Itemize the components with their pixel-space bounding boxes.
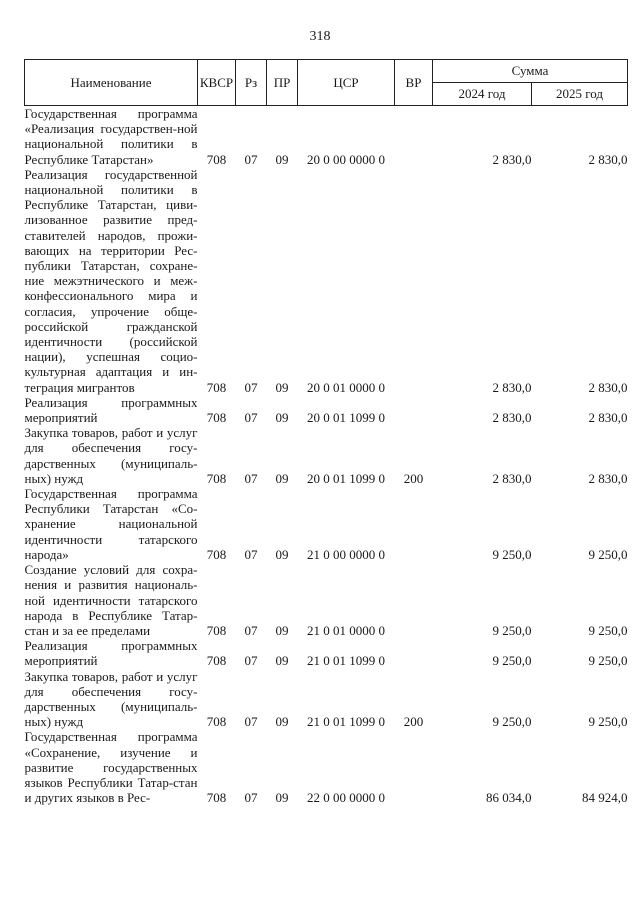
row-vr	[395, 167, 433, 395]
row-sum-2025: 2 830,0	[588, 151, 628, 167]
row-vr	[395, 562, 433, 638]
row-kvsr: 708	[206, 653, 227, 669]
row-kvsr: 708	[206, 151, 227, 167]
row-pr: 09	[275, 622, 289, 638]
row-csr: 20 0 01 1099 0	[307, 470, 385, 486]
row-name: Закупка товаров, работ и услуг для обеспечения госу-дарственных (муниципаль-ных) нужд	[24, 425, 198, 486]
row-sum-2025: 2 830,0	[588, 410, 628, 426]
row-kvsr: 708	[206, 379, 227, 395]
table-row	[25, 395, 628, 425]
table-row	[25, 106, 628, 167]
row-vr	[395, 638, 433, 668]
header-year-2025: 2025 год	[532, 83, 628, 106]
header-pr: ПР	[267, 60, 298, 106]
row-kvsr: 708	[206, 714, 227, 730]
row-name: Реализация программных мероприятий	[24, 394, 198, 426]
row-rz: 07	[244, 622, 258, 638]
row-name: Закупка товаров, работ и услуг для обеспечения госу-дарственных (муниципаль-ных) нужд	[24, 668, 198, 730]
row-sum-2024: 9 250,0	[492, 714, 532, 730]
page-number: 318	[309, 29, 331, 44]
row-rz: 07	[244, 790, 258, 806]
row-sum-2025: 84 924,0	[582, 790, 628, 806]
row-rz: 07	[244, 410, 258, 426]
row-sum-2025: 9 250,0	[588, 714, 628, 730]
header-csr: ЦСР	[298, 60, 395, 106]
row-pr: 09	[275, 653, 289, 669]
row-vr	[395, 729, 433, 805]
row-sum-2025: 2 830,0	[588, 379, 628, 395]
row-name: Реализация государственной национальной политики в Республике Татарстан, циви-лизованное развитие пред-ставителей народов, прожи-вающих на территории Рес-публики Татарстан, сохране-ние межэтнического и меж-конфессионального мира и согласия, упрочение обще-российской гражданской идентичности (российской нации), успешная социо-культурная адаптация и ин-теграция мигрантов	[24, 166, 198, 395]
row-sum-2024: 9 250,0	[492, 653, 532, 669]
row-csr: 21 0 01 0000 0	[307, 622, 385, 638]
row-pr: 09	[275, 714, 289, 730]
row-vr	[395, 106, 433, 167]
row-rz: 07	[244, 714, 258, 730]
header-kvsr: КВСР	[198, 60, 236, 106]
header-name: Наименование	[25, 60, 198, 106]
header-rz: Рз	[236, 60, 267, 106]
row-kvsr: 708	[206, 790, 227, 806]
row-rz: 07	[244, 653, 258, 669]
row-csr: 21 0 01 1099 0	[307, 653, 385, 669]
row-csr: 20 0 01 1099 0	[307, 410, 385, 426]
row-name: Государственная программа «Реализация государствен-ной национальной политики в Республике Татарстан»	[24, 106, 198, 167]
row-pr: 09	[275, 410, 289, 426]
row-rz: 07	[244, 151, 258, 167]
row-pr: 09	[275, 470, 289, 486]
row-csr: 22 0 00 0000 0	[307, 790, 385, 806]
table-row	[25, 425, 628, 486]
row-vr	[395, 486, 433, 562]
row-rz: 07	[244, 546, 258, 562]
row-name: Государственная программа «Сохранение, изучение и развитие государственных языков Республики Татар-стан и других языков в Рес-	[24, 729, 198, 806]
row-sum-2025: 9 250,0	[588, 622, 628, 638]
row-name: Государственная программа Республики Татарстан «Со-хранение национальной идентичности татарского народа»	[24, 486, 198, 562]
row-name: Реализация программных мероприятий	[24, 638, 198, 669]
row-csr: 21 0 01 1099 0	[307, 714, 385, 730]
row-sum-2025: 2 830,0	[588, 470, 628, 486]
row-kvsr: 708	[206, 410, 227, 426]
row-kvsr: 708	[206, 546, 227, 562]
row-pr: 09	[275, 151, 289, 167]
header-vr: ВР	[395, 60, 433, 106]
row-vr: 200	[403, 470, 424, 486]
table-row	[25, 486, 628, 562]
row-sum-2024: 2 830,0	[492, 410, 532, 426]
row-rz: 07	[244, 379, 258, 395]
row-sum-2024: 9 250,0	[492, 622, 532, 638]
row-csr: 20 0 00 0000 0	[307, 151, 385, 167]
row-pr: 09	[275, 379, 289, 395]
row-rz: 07	[244, 470, 258, 486]
row-sum-2024: 9 250,0	[492, 546, 532, 562]
row-sum-2024: 2 830,0	[492, 151, 532, 167]
table-row	[25, 669, 628, 730]
table-body	[25, 106, 628, 806]
row-kvsr: 708	[206, 622, 227, 638]
row-sum-2024: 2 830,0	[492, 470, 532, 486]
row-sum-2024: 2 830,0	[492, 379, 532, 395]
row-sum-2024: 86 034,0	[486, 790, 532, 806]
row-pr: 09	[275, 546, 289, 562]
table-header	[25, 60, 628, 106]
row-csr: 21 0 00 0000 0	[307, 546, 385, 562]
row-vr	[395, 395, 433, 425]
budget-table	[24, 59, 628, 805]
table-row	[25, 729, 628, 805]
row-name: Создание условий для сохра-нения и развития националь-ной идентичности татарского народа в Республике Татар-стан и за ее пределами	[24, 562, 198, 638]
row-pr: 09	[275, 790, 289, 806]
table-row	[25, 562, 628, 638]
row-sum-2025: 9 250,0	[588, 546, 628, 562]
header-sum: Сумма	[433, 60, 628, 83]
table-row	[25, 638, 628, 668]
row-sum-2025: 9 250,0	[588, 653, 628, 669]
header-year-2024: 2024 год	[433, 83, 532, 106]
table-row	[25, 167, 628, 395]
row-kvsr: 708	[206, 470, 227, 486]
row-csr: 20 0 01 0000 0	[307, 379, 385, 395]
row-vr: 200	[403, 714, 424, 730]
